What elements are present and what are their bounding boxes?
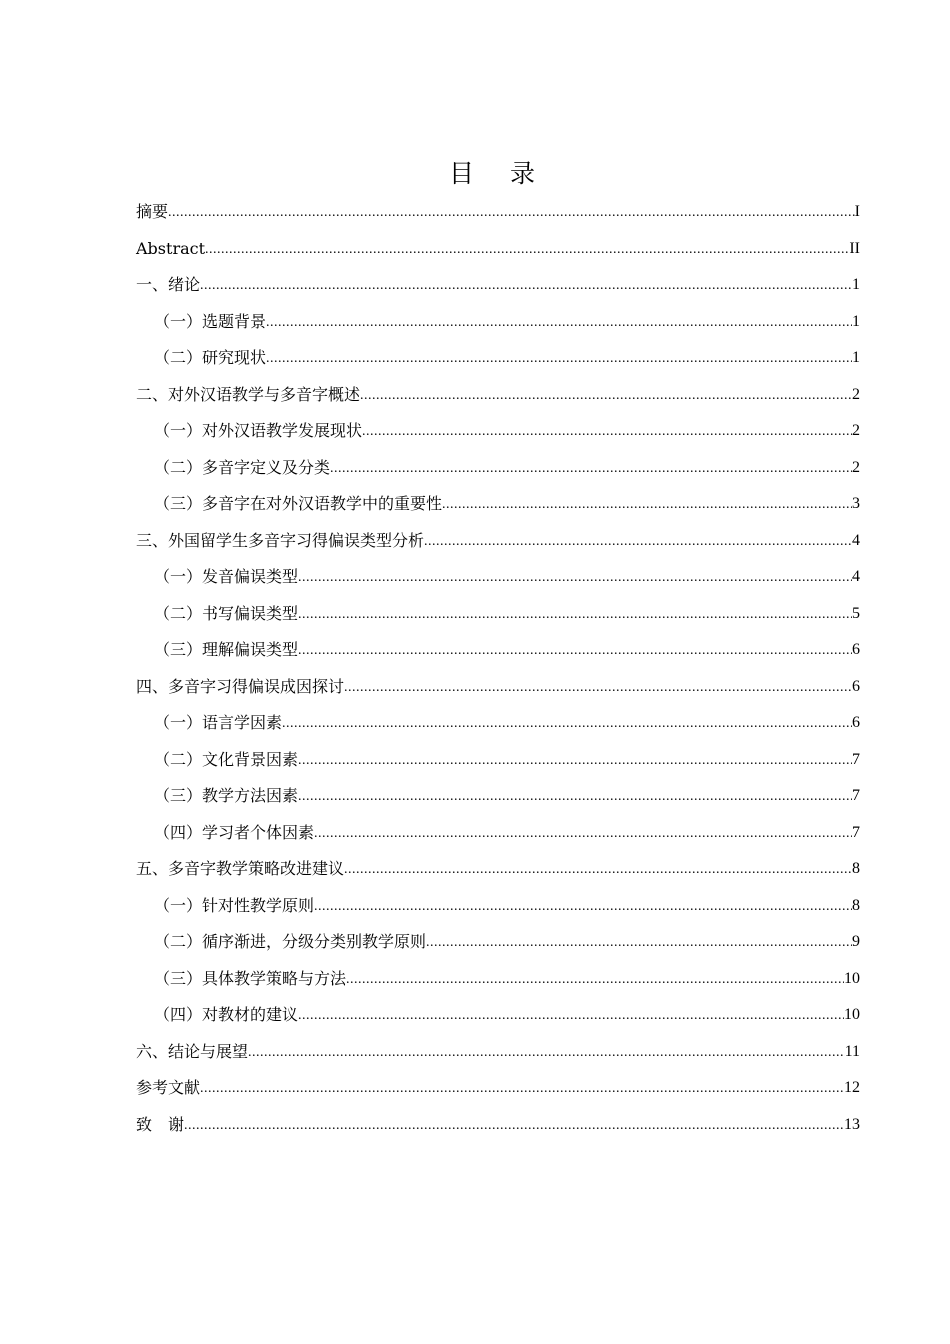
- toc-entry-label: （二）研究现状: [154, 348, 267, 368]
- toc-entry-label: （一）选题背景: [154, 311, 267, 331]
- toc-entry-label: 参考文献: [136, 1078, 201, 1098]
- dot-leader: [346, 970, 844, 990]
- toc-entry-section-2-2[interactable]: [136, 450, 860, 487]
- toc-entry-chapter-4[interactable]: [136, 669, 860, 706]
- dot-leader: [184, 1116, 844, 1136]
- dot-leader: [330, 459, 852, 479]
- toc-entry-label: （一）对外汉语教学发展现状: [154, 421, 363, 441]
- toc-entry-page: 2: [852, 385, 860, 403]
- toc-entry-page: 12: [844, 1079, 860, 1097]
- toc-entry-page: 2: [852, 422, 860, 440]
- dot-leader: [200, 276, 852, 296]
- toc-entry-page: 8: [852, 860, 860, 878]
- toc-entry-page: 1: [852, 276, 860, 294]
- toc-entry-section-1-2[interactable]: [136, 340, 860, 377]
- toc-entry-label: （四）对教材的建议: [154, 1005, 299, 1025]
- toc-entry-section-1-1[interactable]: [136, 304, 860, 341]
- toc-entry-label: （三）理解偏误类型: [154, 640, 299, 660]
- toc-entry-label: 四、多音字习得偏误成因探讨: [136, 676, 345, 696]
- toc-entry-page: II: [849, 239, 860, 257]
- toc-entry-page: 5: [852, 604, 860, 622]
- dot-leader: [248, 1043, 845, 1063]
- toc-entry-label: （三）具体教学策略与方法: [154, 968, 347, 988]
- toc-entry-chapter-1[interactable]: [136, 267, 860, 304]
- toc-entry-label: （二）循序渐进，分级分类别教学原则: [154, 932, 427, 952]
- toc-entry-chapter-6[interactable]: [136, 1034, 860, 1071]
- dot-leader: [314, 897, 852, 917]
- dot-leader: [360, 386, 852, 406]
- toc-entry-label: 二、对外汉语教学与多音字概述: [136, 384, 361, 404]
- toc-entry-section-3-1[interactable]: [136, 559, 860, 596]
- toc-entry-page: 4: [852, 531, 860, 549]
- toc-entry-label: 一、绪论: [136, 275, 201, 295]
- toc-entry-acknowledgements[interactable]: [136, 1107, 860, 1144]
- dot-leader: [200, 1079, 844, 1099]
- dot-leader: [298, 1006, 844, 1026]
- toc-entry-page: I: [854, 203, 860, 221]
- toc-entry-page: 7: [852, 750, 860, 768]
- toc-entry-page: 7: [852, 823, 860, 841]
- toc-entry-section-5-1[interactable]: [136, 888, 860, 925]
- page-title: 目 录: [449, 159, 549, 188]
- table-of-contents: [136, 194, 860, 1143]
- toc-entry-page: 6: [852, 641, 860, 659]
- dot-leader: [298, 787, 852, 807]
- toc-entry-label: 摘要: [136, 202, 169, 222]
- dot-leader: [298, 568, 852, 588]
- dot-leader: [426, 933, 852, 953]
- toc-entry-page: 7: [852, 787, 860, 805]
- toc-entry-page: 2: [852, 458, 860, 476]
- dot-leader: [298, 641, 852, 661]
- dot-leader: [298, 751, 852, 771]
- toc-entry-page: 13: [844, 1115, 860, 1133]
- toc-entry-page: 3: [852, 495, 860, 513]
- toc-entry-section-5-3[interactable]: [136, 961, 860, 998]
- toc-entry-section-4-2[interactable]: [136, 742, 860, 779]
- toc-entry-label: （一）针对性教学原则: [154, 895, 315, 915]
- toc-entry-section-4-3[interactable]: [136, 778, 860, 815]
- toc-entry-label: 六、结论与展望: [136, 1041, 249, 1061]
- toc-entry-section-4-4[interactable]: [136, 815, 860, 852]
- dot-leader: [205, 240, 849, 260]
- dot-leader: [266, 349, 852, 369]
- dot-leader: [298, 605, 852, 625]
- toc-entry-label: 三、外国留学生多音字习得偏误类型分析: [136, 530, 425, 550]
- dot-leader: [344, 678, 852, 698]
- toc-entry-page: 1: [852, 312, 860, 330]
- dot-leader: [344, 860, 852, 880]
- toc-entry-section-3-3[interactable]: [136, 632, 860, 669]
- toc-entry-label: （一）发音偏误类型: [154, 567, 299, 587]
- toc-entry-section-3-2[interactable]: [136, 596, 860, 633]
- toc-entry-page: 6: [852, 677, 860, 695]
- toc-entry-section-2-1[interactable]: [136, 413, 860, 450]
- dot-leader: [282, 714, 852, 734]
- toc-entry-chapter-3[interactable]: [136, 523, 860, 560]
- dot-leader: [266, 313, 852, 333]
- toc-entry-label: 致 谢: [136, 1114, 185, 1134]
- toc-entry-page: 11: [844, 1042, 860, 1060]
- dot-leader: [168, 203, 855, 223]
- toc-entry-label: （三）教学方法因素: [154, 786, 299, 806]
- toc-entry-page: 4: [852, 568, 860, 586]
- toc-entry-abstract-en[interactable]: [136, 231, 860, 268]
- toc-entry-label: 五、多音字教学策略改进建议: [136, 859, 345, 879]
- toc-entry-chapter-5[interactable]: [136, 851, 860, 888]
- toc-entry-label: （三）多音字在对外汉语教学中的重要性: [154, 494, 443, 514]
- toc-entry-page: 8: [852, 896, 860, 914]
- toc-entry-label: （二）文化背景因素: [154, 749, 299, 769]
- toc-entry-label: （二）书写偏误类型: [154, 603, 299, 623]
- toc-entry-label: （二）多音字定义及分类: [154, 457, 331, 477]
- toc-entry-page: 6: [852, 714, 860, 732]
- toc-entry-abstract-cn[interactable]: [136, 194, 860, 231]
- toc-entry-references[interactable]: [136, 1070, 860, 1107]
- toc-entry-label: Abstract: [136, 238, 206, 258]
- toc-entry-chapter-2[interactable]: [136, 377, 860, 414]
- toc-entry-section-5-4[interactable]: [136, 997, 860, 1034]
- toc-entry-section-5-2[interactable]: [136, 924, 860, 961]
- toc-entry-page: 10: [844, 1006, 860, 1024]
- toc-entry-page: 10: [844, 969, 860, 987]
- toc-entry-label: （四）学习者个体因素: [154, 822, 315, 842]
- toc-entry-label: （一）语言学因素: [154, 713, 283, 733]
- dot-leader: [362, 422, 852, 442]
- toc-entry-page: 1: [852, 349, 860, 367]
- dot-leader: [424, 532, 852, 552]
- toc-entry-section-2-3[interactable]: [136, 486, 860, 523]
- toc-entry-page: 9: [852, 933, 860, 951]
- dot-leader: [314, 824, 852, 844]
- dot-leader: [442, 495, 852, 515]
- toc-entry-section-4-1[interactable]: [136, 705, 860, 742]
